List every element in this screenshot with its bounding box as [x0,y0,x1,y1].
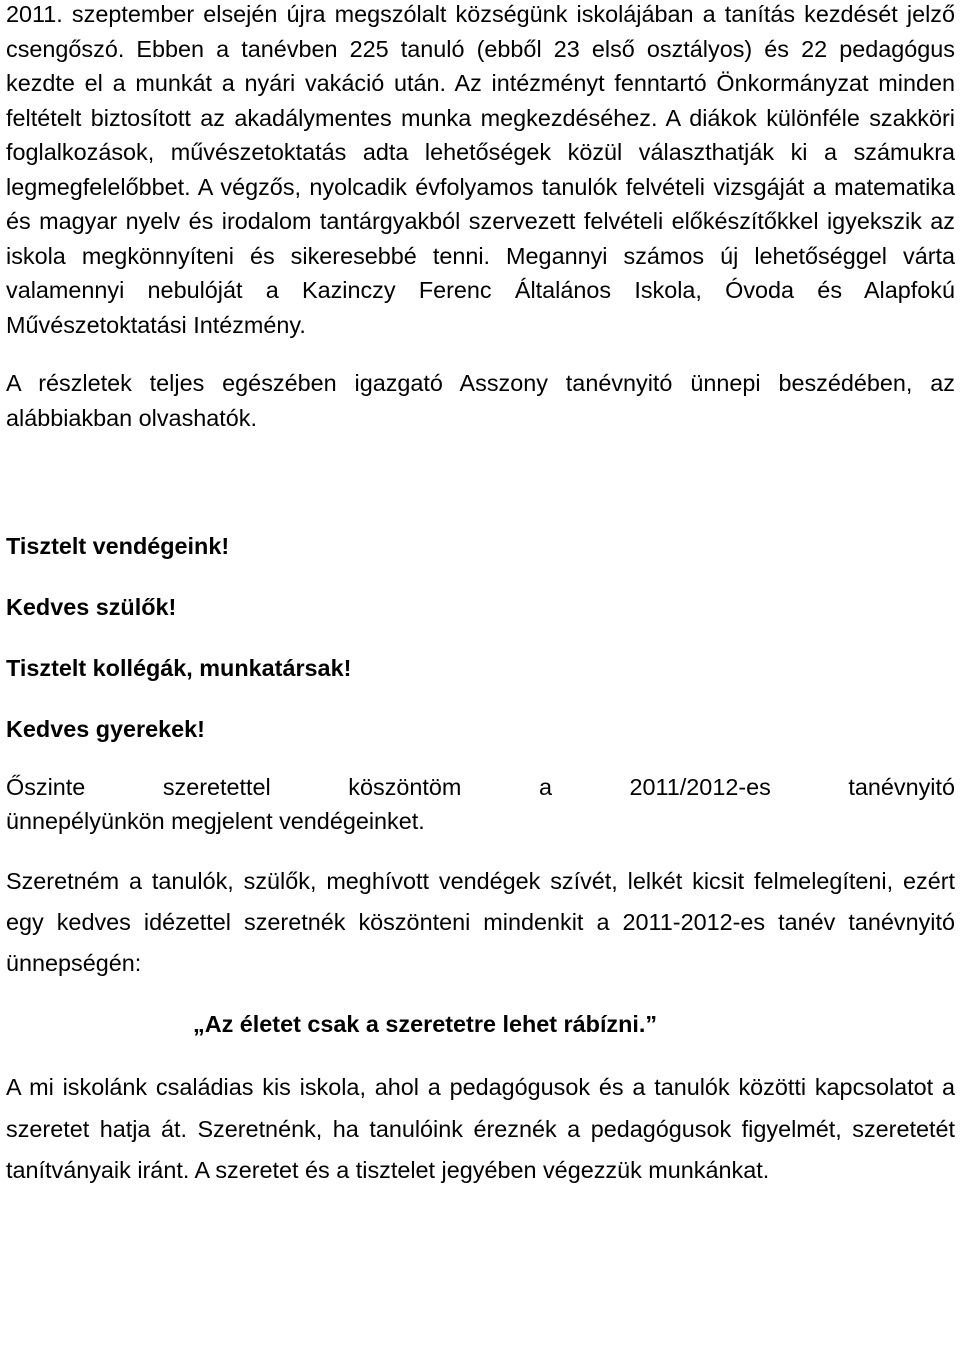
quote: „Az életet csak a szeretetre lehet rábízni.” [193,1011,658,1037]
greeting-children: Kedves gyerekek! [6,716,205,742]
document-page [6,0,955,1192]
greeting-parents: Kedves szülők! [6,594,177,620]
welcome-line-1: Őszinte szeretettel köszöntöm a 2011/2012-es tanévnyitó [6,774,955,800]
closing-paragraph: A mi iskolánk családias kis iskola, ahol a pedagógusok és a tanulók közötti kapcsolatot a szeretet hatja át. Szeretnénk, ha tanulóink éreznék a pedagógusok figyelmét, szeretetét tanítványaik iránt. A szeretet és a tisztelet jegyében végezzük munkánkat. [6,1074,955,1183]
welcome-paragraph [6,770,955,838]
welcome-line-2: ünnepélyünkön megjelent vendégeinket. [6,808,425,834]
greeting-guests: Tisztelt vendégeink! [6,533,230,559]
intro-paragraph: 2011. szeptember elsején újra megszólalt községünk iskolájában a tanítás kezdését jelző csengőszó. Ebben a tanévben 225 tanuló (ebből 23 első osztályos) és 22 pedagógus kezdte el a munkát a nyári vakáció után. Az intézményt fenntartó Önkormányzat minden feltételt biztosított az akadálymentes munka megkezdéséhez. A diákok különféle szakköri foglalkozások, művészetoktatás adta lehetőségek közül választhatják ki a számukra legmegfelelőbbet. A végzős, nyolcadik évfolyamos tanulók felvételi vizsgáját a matematika és magyar nyelv és irodalom tantárgyakból szervezett felvételi előkészítőkkel igyekszik az iskola megkönnyíteni és sikeresebbé tenni. Megannyi számos új lehetőséggel várta valamennyi nebulóját a Kazinczy Ferenc Általános Iskola, Óvoda és Alapfokú Művészetoktatási Intézmény. [6,1,955,338]
summary-paragraph: A részletek teljes egészében igazgató Asszony tanévnyitó ünnepi beszédében, az alábbiakban olvashatók. [6,370,955,431]
greeting-colleagues: Tisztelt kollégák, munkatársak! [6,655,352,681]
wish-paragraph: Szeretném a tanulók, szülők, meghívott vendégek szívét, lelkét kicsit felmelegíteni, ezért egy kedves idézettel szeretnék köszönteni mindenkit a 2011-2012-es tanév tanévnyitó ünnepségén: [6,868,955,976]
